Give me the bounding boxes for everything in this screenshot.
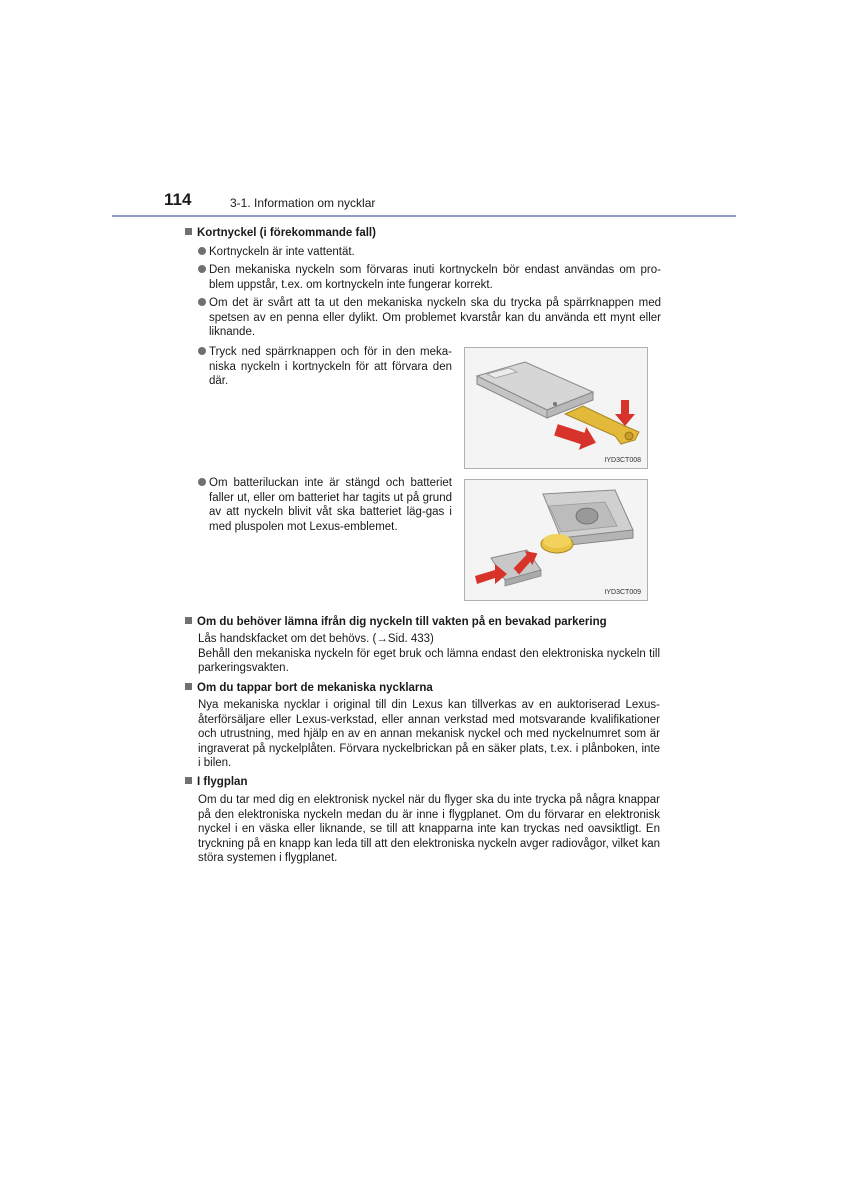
bullet-item (198, 345, 452, 389)
figure-battery-replacement (464, 479, 648, 601)
bullet-text: Den mekaniska nyckeln som förvaras inuti kortnyckeln bör endast användas om pro-blem uppstår, t.ex. om kortnyckeln inte fungerar korrekt. (209, 264, 661, 291)
bullet-text: Om det är svårt att ta ut den mekaniska nyckeln ska du trycka på spärrknappen med spetsen av en penna eller dylikt. Om problemet kvarstår kan du använda ett mynt eller liknande. (209, 297, 661, 338)
figure-insert-mechanical-key (464, 347, 648, 469)
bullet-item (198, 476, 452, 534)
figure-label: IYD3CT008 (604, 457, 641, 464)
card-key-illustration (465, 348, 647, 468)
header-rule (112, 215, 736, 217)
bullet-item (198, 245, 661, 260)
battery-illustration (465, 480, 647, 600)
square-bullet-icon (185, 777, 192, 784)
heading-lost-keys (185, 681, 433, 695)
square-bullet-icon (185, 228, 192, 235)
bullet-item (198, 296, 661, 340)
square-bullet-icon (185, 617, 192, 624)
heading-text: I flygplan (197, 776, 248, 788)
heading-text: Om du behöver lämna ifrån dig nyckeln till vakten på en bevakad parkering (197, 616, 607, 628)
bullet-text: Kortnyckeln är inte vattentät. (209, 246, 355, 258)
heading-airplane (185, 775, 247, 789)
paragraph-airplane: Om du tar med dig en elektronisk nyckel när du flyger ska du inte trycka på några knappar på den elektroniska nyckeln medan du är inne i flygplanet. Om du förvarar en elektronisk nyckel i en väska eller liknande, se till att knapparna inte kan tryckas ned oavsiktligt. En tryckning på en knapp kan leda till att den elektroniska nyckeln avger radiovågor, vilket kan störa systemen i flygplanet. (198, 794, 660, 864)
square-bullet-icon (185, 683, 192, 690)
paragraph-lost-keys: Nya mekaniska nycklar i original till din Lexus kan tillverkas av en auktoriserad Lexus-återförsäljare eller Lexus-verkstad, eller annan verkstad med motsvarande kvalifikationer och utrustning, med hjälp en av en annan mekanisk nyckel och med nyckelnumret som är ingraverat på nyckelplåten. Förvara nyckelbrickan på en säker plats, t.ex. i plånboken, inte i bilen. (198, 699, 660, 769)
round-bullet-icon (198, 478, 206, 486)
bullet-text: Om batteriluckan inte är stängd och batteriet faller ut, eller om batteriet har tagits ut på grund av att nyckeln blivit våt ska batteriet läg-gas i med pluspolen mot Lexus-emblemet. (209, 477, 452, 533)
bullet-text: Tryck ned spärrknappen och för in den meka-niska nyckeln i kortnyckeln för att förvara den där. (209, 346, 452, 387)
round-bullet-icon (198, 347, 206, 355)
heading-valet-parking (185, 615, 607, 629)
bullet-item (198, 263, 661, 292)
figure-label: IYD3CT009 (604, 589, 641, 596)
section-title: 3-1. Information om nycklar (230, 196, 376, 210)
heading-card-key (185, 226, 376, 240)
heading-text: Kortnyckel (i förekommande fall) (197, 227, 376, 239)
heading-text: Om du tappar bort de mekaniska nycklarna (197, 682, 433, 694)
paragraph-valet-parking: Lås handskfacket om det behövs. (→Sid. 433) Behåll den mekaniska nyckeln för eget bruk och lämna endast den elektroniska nyckeln till parkeringsvakten. (198, 633, 660, 674)
page-number: 114 (164, 190, 192, 209)
round-bullet-icon (198, 247, 206, 255)
round-bullet-icon (198, 265, 206, 273)
round-bullet-icon (198, 298, 206, 306)
